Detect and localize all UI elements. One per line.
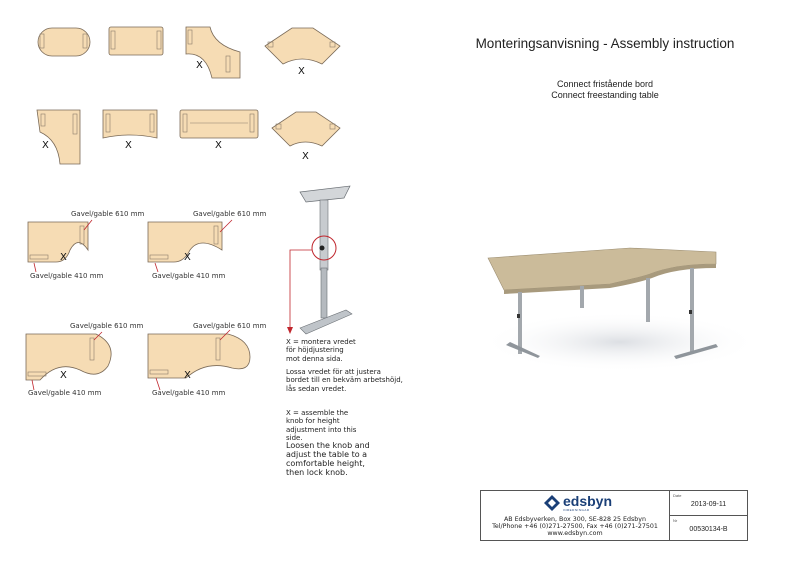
shape-angled-table — [265, 28, 340, 64]
x-mark: X — [60, 370, 67, 381]
gable-410-label: Gavel/gable 410 mm — [30, 272, 104, 280]
subtitle-swedish: Connect fristående bord — [556, 79, 654, 89]
shape-curved-front-table — [103, 110, 157, 138]
shape-corner-table — [186, 27, 240, 78]
x-mark: X — [184, 252, 191, 263]
brand-tagline: INREDNINGAR — [563, 508, 590, 512]
x-mark: X — [184, 370, 191, 381]
page-title: Monteringsanvisning - Assembly instruction — [475, 36, 735, 51]
gable-610-label: Gavel/gable 610 mm — [70, 322, 144, 330]
gable-410-label: Gavel/gable 410 mm — [152, 389, 226, 397]
note-english-adjust: Loosen the knob and adjust the table to a comfortable height, then lock knob. — [286, 441, 370, 477]
footer-info-block — [480, 490, 748, 541]
shape-wave-desk-1 — [26, 334, 111, 380]
note-swedish-assemble: X = montera vredet för höjdjustering mot denna sida. — [286, 338, 356, 363]
shape-wave-desk-2 — [148, 334, 250, 378]
document-number-label: Nr — [673, 518, 678, 523]
date-cell — [670, 491, 747, 516]
x-mark: X — [196, 60, 203, 71]
shape-rectangle-table — [109, 27, 163, 55]
table-product-rendering — [470, 230, 770, 380]
x-mark: X — [42, 140, 49, 151]
date-value: 2013-09-11 — [690, 501, 727, 508]
shape-wide-rectangle — [180, 110, 258, 138]
x-mark: X — [60, 252, 67, 263]
gable-410-label: Gavel/gable 410 mm — [152, 272, 226, 280]
x-mark: X — [125, 140, 132, 151]
x-mark: X — [215, 140, 222, 151]
address-line-2: Tel/Phone +46 (0)271-27500, Fax +46 (0)271-27501 — [492, 523, 658, 530]
edsbyn-logo-icon — [543, 494, 561, 512]
gable-410-label: Gavel/gable 410 mm — [28, 389, 102, 397]
document-number-cell — [670, 516, 747, 540]
subtitle-english: Connect freestanding table — [551, 90, 659, 100]
gable-610-label: Gavel/gable 610 mm — [71, 210, 145, 218]
note-english-assemble: X = assemble the knob for height adjustment into this side. — [286, 409, 357, 442]
x-mark: X — [302, 151, 309, 162]
brand-name: edsbyn — [563, 493, 613, 509]
shape-oval-table — [38, 28, 90, 56]
website-link: www.edsbyn.com — [547, 530, 603, 537]
x-mark: X — [298, 66, 305, 77]
gable-610-label: Gavel/gable 610 mm — [193, 210, 267, 218]
table-leg-illustration — [287, 186, 352, 334]
gable-610-label: Gavel/gable 610 mm — [193, 322, 267, 330]
address-line-1: AB Edsbyverken, Box 300, SE-828 25 Edsbyn — [503, 516, 647, 523]
date-label: Date — [673, 493, 682, 498]
company-info — [481, 491, 670, 540]
document-number-value: 00530134-B — [689, 526, 728, 533]
shape-corner-desk-left — [37, 110, 80, 164]
note-swedish-adjust: Lossa vredet för att justera bordet till en bekväm arbetshöjd, lås sedan vredet. — [286, 368, 403, 393]
shape-corner-desk-1 — [28, 222, 88, 262]
